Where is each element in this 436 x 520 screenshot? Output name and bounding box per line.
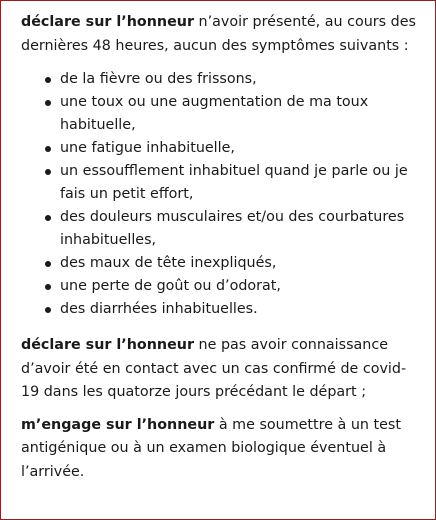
declaration-commitment-lead: m’engage sur l’honneur xyxy=(21,416,215,433)
list-item xyxy=(21,91,421,137)
list-item xyxy=(21,160,421,206)
paragraph-spacer xyxy=(21,405,421,414)
declaration-commitment-text: à me soumettre à un test antigénique ou à un examen biologique éventuel à l’arrivée. xyxy=(21,416,401,480)
list-item xyxy=(21,206,421,252)
bullet-icon xyxy=(45,307,51,313)
list-item xyxy=(21,298,421,321)
symptom-text: des diarrhées inhabituelles. xyxy=(60,301,258,317)
list-item xyxy=(21,137,421,160)
declaration-content xyxy=(21,11,421,484)
symptom-text: des douleurs musculaires et/ou des courbatures inhabituelles, xyxy=(60,209,405,248)
declaration-no-contact-text: ne pas avoir connaissance d’avoir été en contact avec un cas confirmé de covid-19 dans les quatorze jours précédant le départ ; xyxy=(21,337,407,400)
symptom-text: des maux de tête inexpliqués, xyxy=(60,255,277,271)
list-item xyxy=(21,252,421,275)
symptom-list xyxy=(21,68,421,321)
bullet-icon xyxy=(45,100,51,106)
declaration-commitment xyxy=(21,414,421,485)
bullet-icon xyxy=(45,77,51,83)
declaration-no-contact-lead: déclare sur l’honneur xyxy=(21,337,195,353)
symptom-text: une toux ou une augmentation de ma toux habituelle, xyxy=(60,94,369,133)
declaration-no-contact xyxy=(21,334,421,405)
symptom-text: une fatigue inhabituelle, xyxy=(60,140,235,156)
declaration-no-symptoms-text: n’avoir présenté, au cours des dernières 48 heures, aucun des symptômes suivants : xyxy=(21,14,416,54)
symptom-text: un essoufflement inhabituel quand je parle ou je fais un petit effort, xyxy=(60,163,408,202)
declaration-no-symptoms xyxy=(21,11,421,58)
symptom-text: une perte de goût ou d’odorat, xyxy=(60,278,281,294)
declaration-no-symptoms-lead: déclare sur l’honneur xyxy=(21,14,195,30)
list-item xyxy=(21,68,421,91)
bullet-icon xyxy=(45,146,51,152)
list-item xyxy=(21,275,421,298)
symptom-text: de la fièvre ou des frissons, xyxy=(60,71,257,87)
bullet-icon xyxy=(45,261,51,267)
bullet-icon xyxy=(45,215,51,221)
bullet-icon xyxy=(45,284,51,290)
bullet-icon xyxy=(45,169,51,175)
